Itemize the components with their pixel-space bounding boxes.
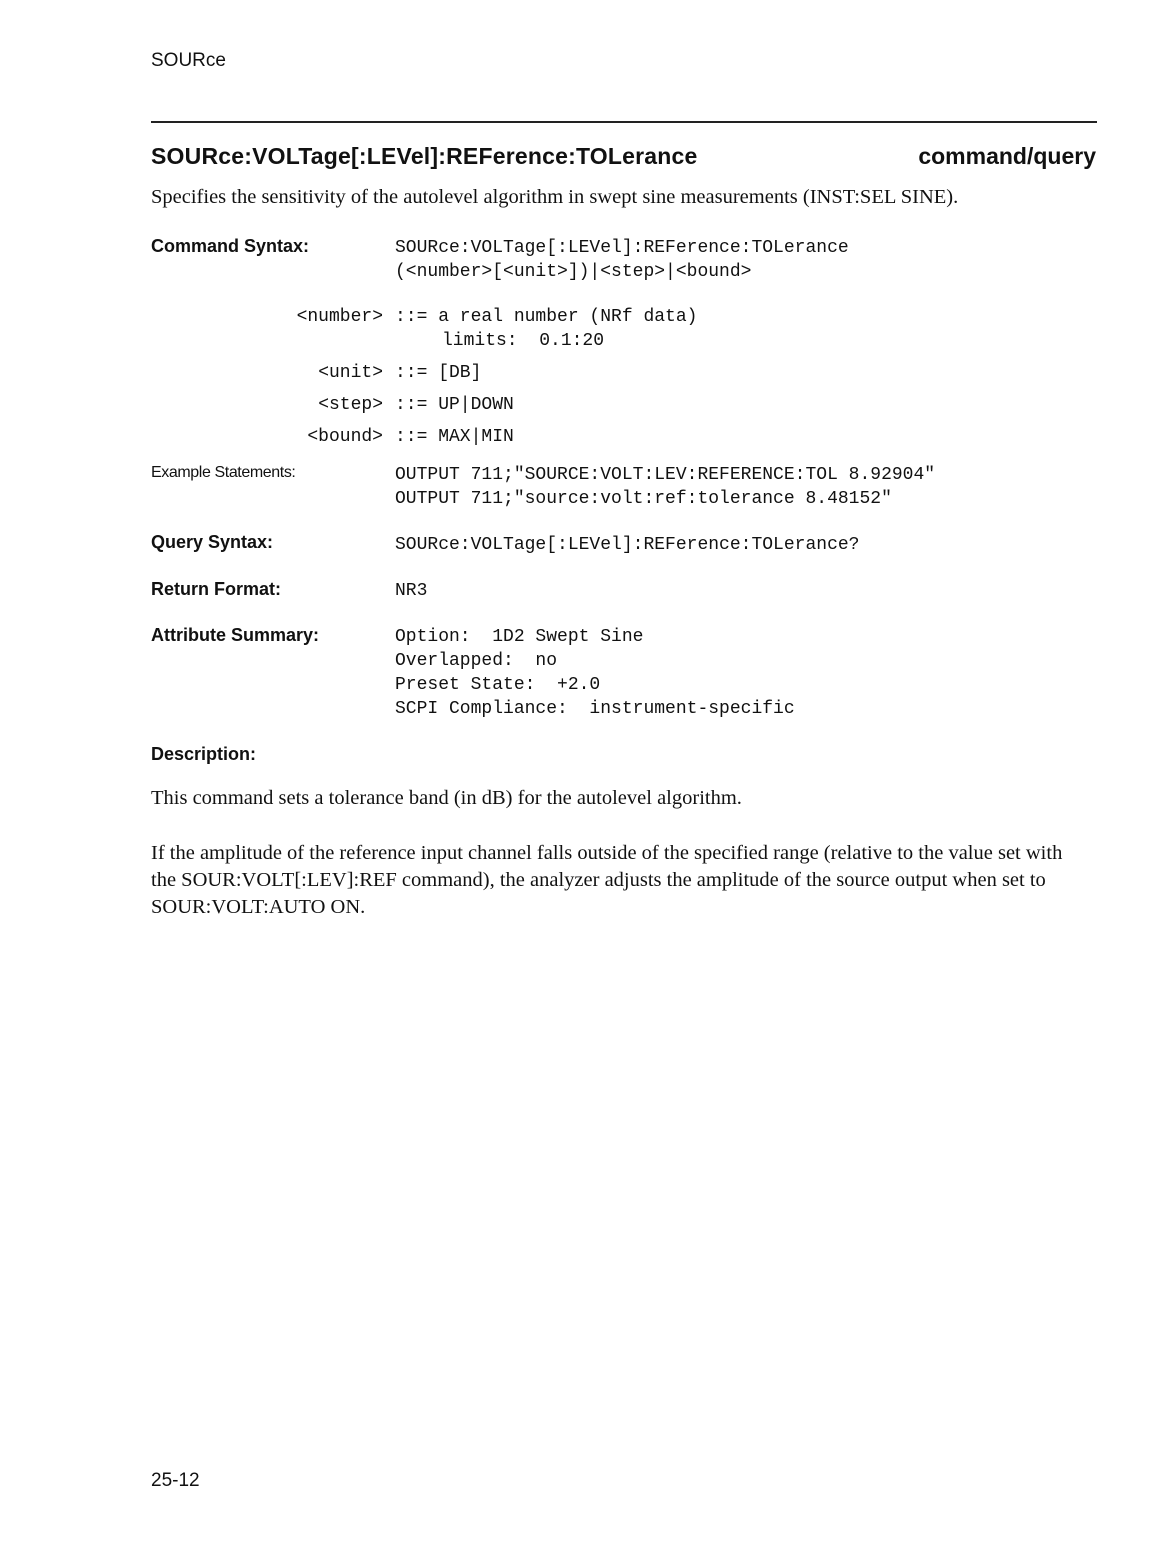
- return-format-label: Return Format:: [151, 579, 281, 599]
- param-number-name: <number>: [296, 307, 383, 327]
- param-bound-def: ::= MAX|MIN: [395, 427, 514, 447]
- param-number-limits: limits: 0.1:20: [442, 331, 605, 351]
- command-syntax-line1: SOURce:VOLTage[:LEVel]:REFerence:TOLerance: [395, 238, 849, 258]
- attribute-preset-state: Preset State: +2.0: [395, 675, 601, 695]
- running-head: SOURce: [151, 50, 226, 71]
- attribute-overlapped: Overlapped: no: [395, 651, 558, 671]
- command-syntax-line2: (<number>[<unit>])|<step>|<bound>: [395, 262, 752, 282]
- command-syntax-label: Command Syntax:: [151, 236, 310, 256]
- description-label: Description:: [151, 744, 257, 764]
- param-step-def: ::= UP|DOWN: [395, 395, 514, 415]
- param-bound-name: <bound>: [307, 427, 383, 447]
- param-unit-def: ::= [DB]: [395, 363, 482, 383]
- description-paragraph-1: This command sets a tolerance band (in dB) for the autolevel algorithm.: [151, 787, 742, 809]
- param-number-def: ::= a real number (NRf data): [395, 307, 698, 327]
- section-divider: [151, 121, 1097, 123]
- param-step-name: <step>: [318, 395, 383, 415]
- page-number: 25-12: [151, 1470, 200, 1491]
- example-statement-1: OUTPUT 711;"SOURCE:VOLT:LEV:REFERENCE:TOL 8.92904": [395, 465, 936, 485]
- query-syntax-label: Query Syntax:: [151, 532, 274, 552]
- return-format-value: NR3: [395, 581, 428, 601]
- example-statement-2: OUTPUT 711;"source:volt:ref:tolerance 8.48152": [395, 489, 892, 509]
- command-title: SOURce:VOLTage[:LEVel]:REFerence:TOLerance: [151, 143, 698, 169]
- query-syntax-value: SOURce:VOLTage[:LEVel]:REFerence:TOLerance?: [395, 535, 860, 555]
- param-unit-name: <unit>: [318, 363, 383, 383]
- attribute-option: Option: 1D2 Swept Sine: [395, 627, 644, 647]
- attribute-scpi-compliance: SCPI Compliance: instrument-specific: [395, 699, 795, 719]
- description-paragraph-2: If the amplitude of the reference input channel falls outside of the specified range (relative to the value set with the SOUR:VOLT[:LEV]:REF command), the analyzer adjusts the amplitude of the source output when set to SOUR:VOLT:AUTO ON.: [151, 842, 1063, 918]
- command-intro: Specifies the sensitivity of the autolevel algorithm in swept sine measurements (INST:SEL SINE).: [151, 186, 959, 208]
- attribute-summary-label: Attribute Summary:: [151, 625, 320, 645]
- command-type: command/query: [918, 143, 1096, 169]
- example-statements-label: Example Statements:: [151, 464, 296, 481]
